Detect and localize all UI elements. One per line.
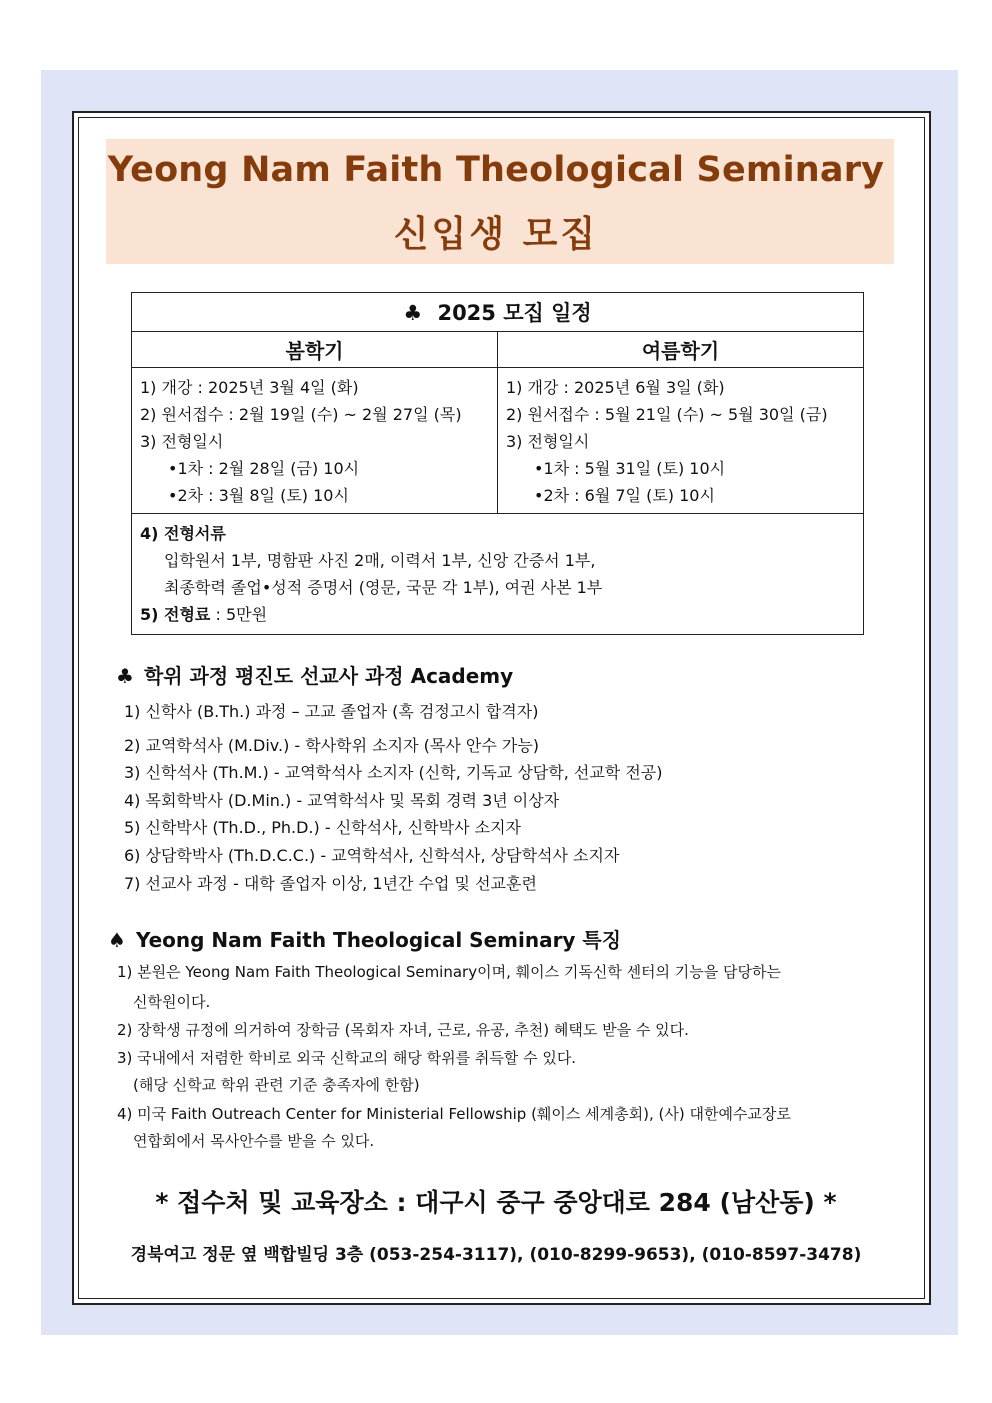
degrees-list — [124, 700, 663, 900]
fee-label: 5) 전형료 — [140, 605, 211, 624]
feature-line: (해당 신학교 학위 관련 기준 충족자에 한함) — [133, 1076, 420, 1094]
degree-item: 1) 신학사 (B.Th.) 과정 – 고교 졸업자 (혹 검정고시 합격자) — [124, 702, 539, 721]
feature-line: 3) 국내에서 저렴한 학비로 외국 신학교의 해당 학위를 취득할 수 있다. — [117, 1049, 577, 1067]
spring-heading: 봄학기 — [132, 332, 498, 368]
spring-sub-item: •2차 : 3월 8일 (토) 10시 — [168, 486, 349, 505]
spring-item: 1) 개강 : 2025년 3월 4일 (화) — [140, 378, 359, 397]
degrees-heading — [116, 660, 513, 689]
degree-item: 6) 상담학박사 (Th.D.C.C.) - 교역학석사, 신학석사, 상담학석사 소지자 — [124, 846, 620, 865]
club-icon: ♣ — [116, 664, 134, 688]
documents-line: 입학원서 1부, 명함판 사진 2매, 이력서 1부, 신앙 간증서 1부, — [164, 551, 596, 570]
summer-sub-item: •1차 : 5월 31일 (토) 10시 — [534, 459, 726, 478]
feature-line: 1) 본원은 Yeong Nam Faith Theological Seminary이며, 훼이스 기독신학 센터의 기능을 담당하는 — [117, 963, 782, 981]
summer-heading: 여름학기 — [498, 332, 864, 368]
spring-schedule — [132, 368, 498, 514]
summer-sub-item: •2차 : 6월 7일 (토) 10시 — [534, 486, 715, 505]
feature-line: 신학원이다. — [133, 993, 211, 1011]
summer-item: 1) 개강 : 2025년 6월 3일 (화) — [506, 378, 725, 397]
contact-line: 경북여고 정문 옆 백합빌딩 3층 (053-254-3117), (010-8299-9653), (010-8597-3478) — [130, 1245, 862, 1265]
documents-label: 4) 전형서류 — [140, 524, 226, 543]
spring-item: 2) 원서접수 : 2월 19일 (수) ~ 2월 27일 (목) — [140, 405, 462, 424]
schedule-title-text: 2025 모집 일정 — [437, 301, 592, 325]
degree-item: 2) 교역학석사 (M.Div.) - 학사학위 소지자 (목사 안수 가능) — [124, 736, 540, 755]
summer-item: 2) 원서접수 : 5월 21일 (수) ~ 5월 30일 (금) — [506, 405, 828, 424]
feature-line: 4) 미국 Faith Outreach Center for Ministerial Fellowship (훼이스 세계총회), (사) 대한예수교장로 — [117, 1105, 791, 1123]
summer-item: 3) 전형일시 — [506, 432, 590, 451]
spring-item: 3) 전형일시 — [140, 432, 224, 451]
schedule-table — [131, 292, 864, 635]
seminary-title: Yeong Nam Faith Theological Seminary — [107, 150, 885, 190]
feature-line: 2) 장학생 규정에 의거하여 장학금 (목회자 자녀, 근로, 유공, 추천) 혜택도 받을 수 있다. — [117, 1021, 689, 1039]
degrees-heading-text: 학위 과정 평진도 선교사 과정 Academy — [143, 664, 514, 688]
address-line: * 접수처 및 교육장소 : 대구시 중구 중앙대로 284 (남산동) * — [155, 1188, 837, 1217]
summer-schedule — [498, 368, 864, 514]
recruitment-title: 신입생 모집 — [393, 214, 599, 255]
degree-item: 4) 목회학박사 (D.Min.) - 교역학석사 및 목회 경력 3년 이상자 — [124, 791, 560, 810]
feature-line: 연합회에서 목사안수를 받을 수 있다. — [133, 1132, 375, 1150]
documents-section — [132, 514, 864, 635]
fee-value: : 5만원 — [210, 605, 268, 624]
features-heading-text: Yeong Nam Faith Theological Seminary 특징 — [135, 928, 622, 952]
degree-item: 3) 신학석사 (Th.M.) - 교역학석사 소지자 (신학, 기독교 상담학, 선교학 전공) — [124, 763, 663, 782]
degree-item: 5) 신학박사 (Th.D., Ph.D.) - 신학석사, 신학박사 소지자 — [124, 818, 521, 837]
features-heading — [108, 924, 621, 953]
schedule-title — [132, 293, 864, 332]
degree-item: 7) 선교사 과정 - 대학 졸업자 이상, 1년간 수업 및 선교훈련 — [124, 874, 537, 893]
spring-sub-item: •1차 : 2월 28일 (금) 10시 — [168, 459, 360, 478]
features-list — [117, 960, 791, 1157]
club-icon: ♣ — [403, 301, 423, 325]
documents-line: 최종학력 졸업•성적 증명서 (영문, 국문 각 1부), 여권 사본 1부 — [164, 578, 603, 597]
spade-icon: ♠ — [108, 928, 126, 952]
